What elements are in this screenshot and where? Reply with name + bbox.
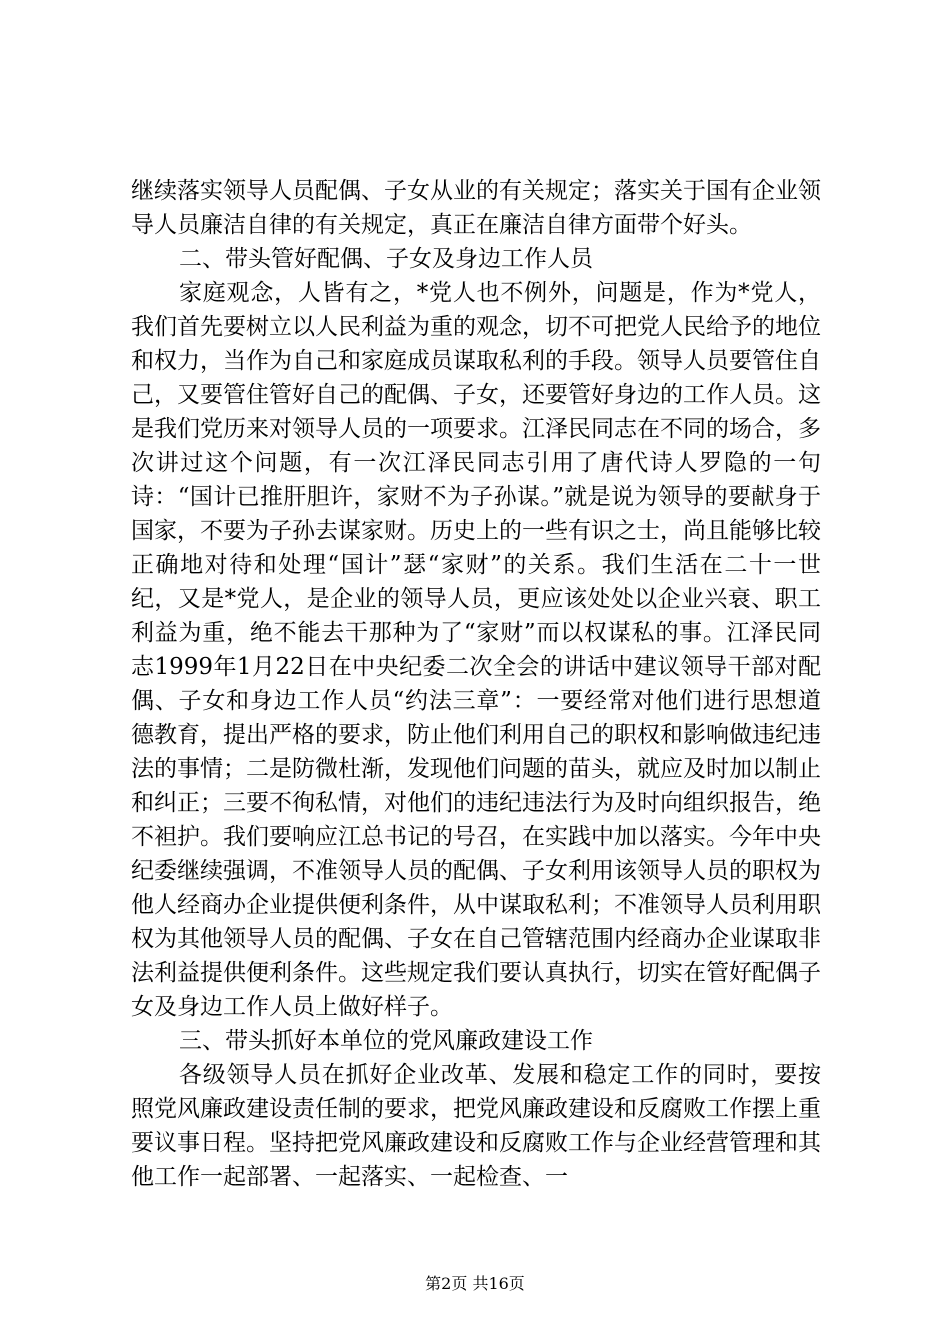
- paragraph-1: 继续落实领导人员配偶、子女从业的有关规定；落实关于国有企业领导人员廉洁自律的有关规定，真正在廉洁自律方面带个好头。: [131, 178, 821, 238]
- section-heading-3: 三、带头抓好本单位的党风廉政建设工作: [179, 1028, 593, 1054]
- document-body: [131, 174, 821, 1194]
- paragraph-3: 各级领导人员在抓好企业改革、发展和稳定工作的同时，要按照党风廉政建设责任制的要求，把党风廉政建设和反腐败工作摆上重要议事日程。坚持把党风廉政建设和反腐败工作与企业经营管理和其他工作一起部署、一起落实、一起检查、一: [131, 1062, 821, 1190]
- paragraph-2: 家庭观念，人皆有之，*党人也不例外，问题是，作为*党人，我们首先要树立以人民利益为重的观念，切不可把党人民给予的地位和权力，当作为自己和家庭成员谋取私利的手段。领导人员要管住自己，又要管住管好自己的配偶、子女，还要管好身边的工作人员。这是我们党历来对领导人员的一项要求。江泽民同志在不同的场合，多次讲过这个问题，有一次江泽民同志引用了唐代诗人罗隐的一句诗：“国计已推肝胆许，家财不为子孙谋。”就是说为领导的要献身于国家，不要为子孙去谋家财。历史上的一些有识之士，尚且能够比较正确地对待和处理“国计”瑟“家财”的关系。我们生活在二十一世纪，又是*党人，是企业的领导人员，更应该处处以企业兴衰、职工利益为重，绝不能去干那种为了“家财”而以权谋私的事。江泽民同志1999年1月22日在中央纪委二次全会的讲话中建议领导干部对配偶、子女和身边工作人员“约法三章”：一要经常对他们进行思想道德教育，提出严格的要求，防止他们利用自己的职权和影响做违纪违法的事情；二是防微杜渐，发现他们问题的苗头，就应及时加以制止和纠正；三要不徇私情，对他们的违纪违法行为及时向组织报告，绝不袒护。我们要响应江总书记的号召，在实践中加以落实。今年中央纪委继续强调，不准领导人员的配偶、子女利用该领导人员的职权为他人经商办企业提供便利条件，从中谋取私利；不准领导人员利用职权为其他领导人员的配偶、子女在自己管辖范围内经商办企业谋取非法利益提供便利条件。这些规定我们要认真执行，切实在管好配偶子女及身边工作人员上做好样子。: [131, 280, 821, 1020]
- page-number-footer: 第2页 共16页: [425, 1274, 525, 1293]
- section-heading-2: 二、带头管好配偶、子女及身边工作人员: [179, 246, 593, 272]
